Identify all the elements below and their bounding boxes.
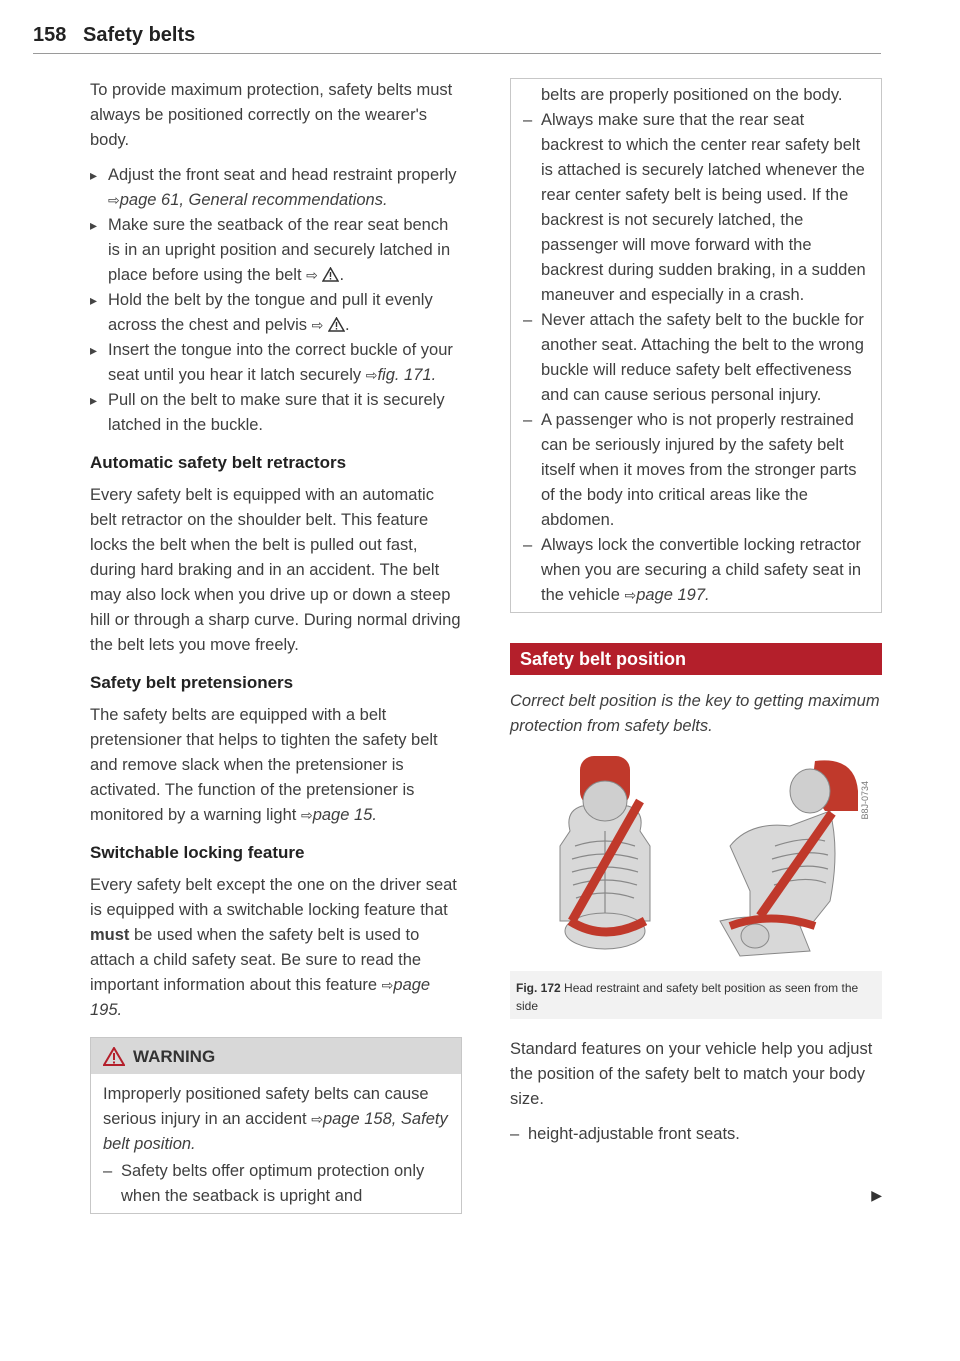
- warning-item: – Always lock the convertible locking retractor when you are securing a child safety seat in the vehicle ⇨page 197.: [523, 533, 869, 608]
- features-list: [510, 1122, 882, 1147]
- arrow-right-icon: ⇨: [365, 367, 378, 383]
- arrow-right-icon: ⇨: [300, 807, 313, 823]
- section-lead: Correct belt position is the key to getting maximum protection from safety belts.: [510, 692, 880, 735]
- warning-body: [91, 1074, 461, 1213]
- warning-label: WARNING: [133, 1046, 216, 1066]
- arrow-right-icon: ⇨: [108, 192, 120, 208]
- warning-item: – Never attach the safety belt to the buckle for another seat. Attaching the belt to the wrong buckle will reduce safety belt effectiveness and can cause serious personal injury.: [523, 308, 869, 408]
- page-number: 158: [33, 24, 67, 46]
- section-title: Safety belt position: [520, 648, 687, 669]
- warning-continued-text: belts are properly positioned on the body.: [541, 86, 843, 104]
- intro-paragraph: To provide maximum protection, safety belts must always be positioned correctly on the wearer's body.: [90, 81, 453, 149]
- figure-172: [510, 751, 882, 1019]
- step-5: ▸ Pull on the belt to make sure that it is securely latched in the buckle.: [90, 388, 462, 438]
- warning-triangle-icon: [103, 1047, 125, 1066]
- warning-list-continued: [523, 108, 869, 608]
- section-title-bar: [510, 643, 882, 675]
- heading-pretensioners: Safety belt pretensioners: [90, 673, 294, 692]
- figure-label: Fig. 172: [516, 981, 561, 995]
- ref-link[interactable]: page 197.: [636, 586, 710, 604]
- pretensioners-paragraph: The safety belts are equipped with a belt pretensioner that helps to tighten the safety belt and remove slack when the pretensioner is activated. The function of the pretensioner is monitored by a warning light ⇨page 15.: [90, 706, 438, 824]
- figure-caption: [510, 971, 882, 1019]
- standard-features-paragraph: Standard features on your vehicle help you adjust the position of the safety belt to match your body size.: [510, 1040, 873, 1108]
- page-header: [33, 24, 881, 54]
- continue-arrow-icon: ▶: [871, 1187, 882, 1203]
- step-3: ▸ Hold the belt by the tongue and pull it evenly across the chest and pelvis ⇨ .: [90, 288, 462, 338]
- step-2: ▸ Make sure the seatback of the rear seat bench is in an upright position and securely latched in place before using the belt ⇨ .: [90, 213, 462, 288]
- retractors-paragraph: Every safety belt is equipped with an automatic belt retractor on the shoulder belt. This feature locks the belt when the belt is pulled out fast, during hard braking and in an accident. The belt may also lock when you drive up or down a steep hill or through a sharp curve. During normal driving the belt lets you move freely.: [90, 486, 461, 654]
- arrow-right-icon: ⇨: [381, 977, 394, 993]
- heading-retractors: Automatic safety belt retractors: [90, 453, 347, 472]
- feature-item: – height-adjustable front seats.: [510, 1122, 882, 1147]
- front-view-figure: [560, 756, 650, 949]
- safety-belt-illustration: [510, 751, 882, 971]
- locking-paragraph: Every safety belt except the one on the driver seat is equipped with a switchable locking feature that must be used when the safety belt is used to attach a child safety seat. Be sure to read the important information about this feature ⇨page 195.: [90, 876, 457, 1019]
- arrow-right-icon: ⇨: [311, 317, 324, 333]
- warning-item: – Always make sure that the rear seat backrest to which the center rear safety belt is attached is securely latched whenever the rear center safety belt is being used. If the backrest is not securely latched, the passenger will move forward with the backrest during sudden braking, in a sudden maneuver and especially in a crash.: [523, 108, 869, 308]
- ref-link[interactable]: page 158, Safety belt position.: [103, 1110, 448, 1153]
- warning-item: – Safety belts offer optimum protection only when the seatback is upright and: [103, 1159, 449, 1209]
- right-column: [510, 78, 882, 1203]
- warning-triangle-icon[interactable]: [328, 317, 345, 332]
- heading-locking: Switchable locking feature: [90, 843, 305, 862]
- arrow-right-icon: ⇨: [624, 587, 637, 603]
- warning-list: [103, 1159, 449, 1209]
- ref-link[interactable]: page 15.: [312, 806, 377, 824]
- warning-triangle-icon[interactable]: [322, 267, 339, 282]
- left-column: [90, 78, 462, 1214]
- warning-continued: [510, 78, 882, 613]
- figure-caption-text: Head restraint and safety belt position as seen from the side: [516, 981, 859, 1013]
- page-title: Safety belts: [83, 24, 196, 46]
- step-4: ▸ Insert the tongue into the correct buckle of your seat until you hear it latch securely ⇨fig. 171.: [90, 338, 462, 388]
- warning-header: [91, 1038, 461, 1074]
- ref-link[interactable]: page 61, General recommendations.: [119, 191, 388, 209]
- step-1: ▸ Adjust the front seat and head restraint properly ⇨page 61, General recommendations.: [90, 163, 462, 213]
- warning-text: Improperly positioned safety belts can cause serious injury in an accident ⇨page 158, Safety belt position.: [103, 1085, 448, 1153]
- steps-list: [90, 163, 462, 438]
- arrow-right-icon: ⇨: [311, 1111, 323, 1127]
- warning-box: [90, 1037, 462, 1214]
- side-view-figure: [720, 760, 858, 956]
- belt-illustration: [510, 751, 882, 971]
- ref-link[interactable]: fig. 171.: [377, 366, 437, 384]
- arrow-right-icon: ⇨: [306, 267, 318, 283]
- warning-item: – A passenger who is not properly restrained can be seriously injured by the safety belt itself when it moves from the stronger parts of the body into critical areas like the abdomen.: [523, 408, 869, 533]
- figure-code: B8J-0734: [860, 781, 870, 820]
- ref-link[interactable]: page 195.: [90, 976, 431, 1019]
